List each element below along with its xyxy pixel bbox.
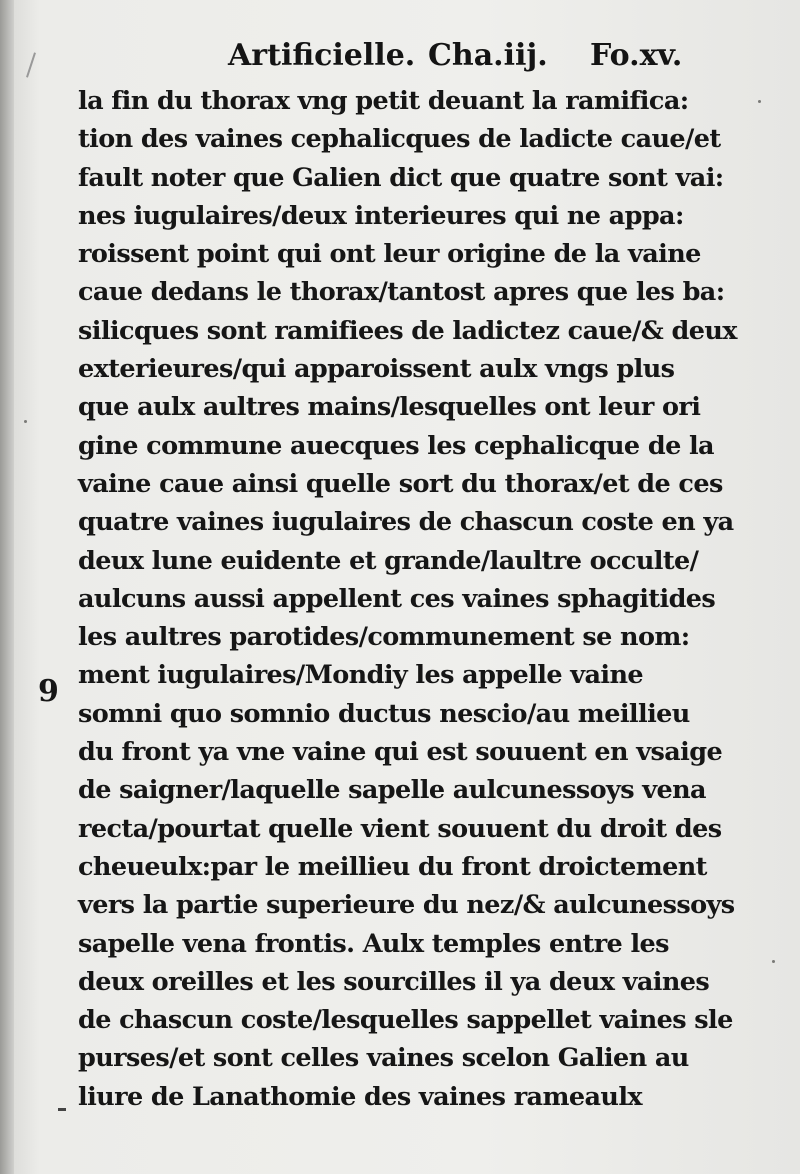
running-header (228, 38, 698, 82)
paper-speck (24, 420, 27, 423)
text-line: nes iugulaires/deux interieures qui ne appa: (78, 200, 684, 231)
text-line: liure de Lanathomie des vaines rameaulx (78, 1081, 643, 1112)
text-line: de chascun coste/lesquelles sappellet vaines sle (78, 1005, 733, 1036)
text-line: les aultres parotides/communement se nom: (78, 622, 690, 653)
text-line: ment iugulaires/Mondiy les appelle vaine (78, 660, 644, 691)
text-line: du front ya vne vaine qui est souuent en vsaige (78, 737, 723, 768)
text-line: purses/et sont celles vaines scelon Galien au (78, 1043, 689, 1074)
text-line: cheueulx:par le meillieu du front droictement (78, 851, 707, 882)
text-line: silicques sont ramifiees de ladictez caue/& deux (78, 315, 737, 346)
text-line: deux lune euidente et grande/laultre occulte/ (78, 545, 699, 576)
text-line: roissent point qui ont leur origine de la vaine (78, 239, 701, 270)
text-line: quatre vaines iugulaires de chascun coste en ya (78, 507, 734, 538)
text-line: recta/pourtat quelle vient souuent du droit des (78, 813, 722, 844)
margin-note: 9 (38, 674, 59, 709)
page-binding-shadow (0, 0, 14, 1174)
text-line: gine commune auecques les cephalicque de la (78, 430, 714, 461)
text-line: somni quo somnio ductus nescio/au meillieu (78, 698, 690, 729)
ink-mark (26, 52, 36, 77)
paper-speck (758, 100, 761, 103)
text-line: vers la partie superieure du nez/& aulcunessoys (78, 890, 735, 921)
paper-speck (772, 960, 775, 963)
text-line: sapelle vena frontis. Aulx temples entre les (78, 928, 669, 959)
text-line: aulcuns aussi appellent ces vaines sphagitides (78, 583, 716, 614)
body-text (78, 82, 748, 1116)
text-line: fault noter que Galien dict que quatre sont vai: (78, 162, 724, 193)
header-folio: Fo.xv. (590, 38, 683, 73)
ink-mark (58, 1108, 66, 1111)
text-line: caue dedans le thorax/tantost apres que les ba: (78, 277, 725, 308)
text-line: de saigner/laquelle sapelle aulcunessoys vena (78, 775, 706, 806)
text-line: vaine caue ainsi quelle sort du thorax/et de ces (78, 468, 723, 499)
text-line: exterieures/qui apparoissent aulx vngs plus (78, 354, 675, 385)
text-line: tion des vaines cephalicques de ladicte caue/et (78, 124, 721, 155)
header-title: Artificielle. (228, 38, 416, 73)
header-chapter: Cha.iij. (428, 38, 548, 73)
text-line: la fin du thorax vng petit deuant la ramifica: (78, 86, 689, 116)
text-line: que aulx aultres mains/lesquelles ont leur ori (78, 392, 701, 423)
text-line: deux oreilles et les sourcilles il ya deux vaines (78, 966, 710, 997)
